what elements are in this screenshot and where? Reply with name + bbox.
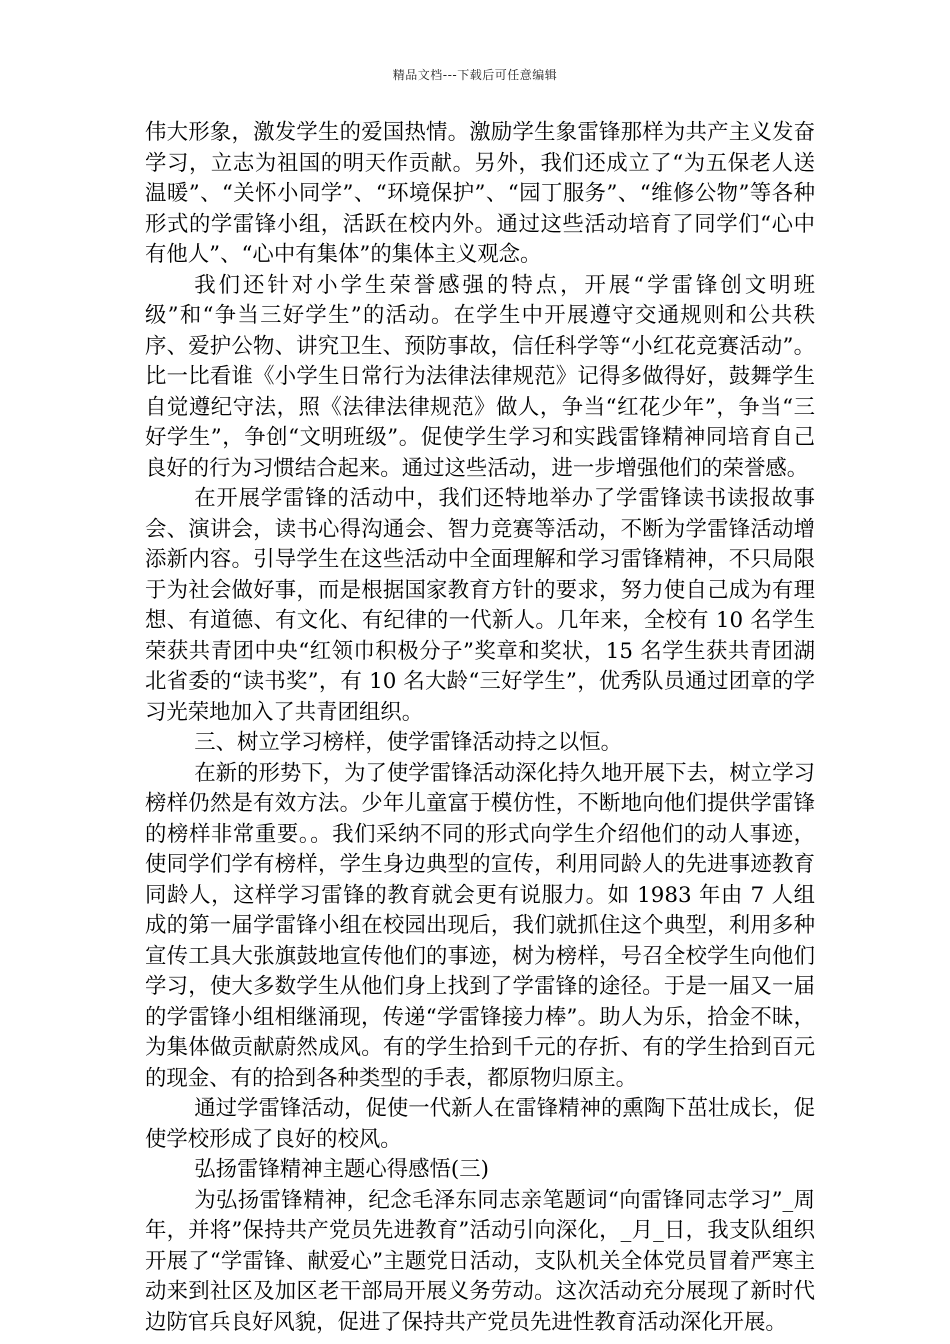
section-heading-3: 三、树立学习榜样，使学雷锋活动持之以恒。 [194, 730, 623, 755]
paragraph-3: 在开展学雷锋的活动中，我们还特地举办了学雷锋读书读报故事会、演讲会，读书心得沟通会、智力竞赛等活动，不断为学雷锋活动增添新内容。引导学生在这些活动中全面理解和学习雷锋精神，不只局限于为社会做好事，而是根据国家教育方针的要求，努力使自己成为有理想、有道德、有文化、有纪律的一代新人。几年来，全校有 10 名学生荣获共青团中央“红领巾积极分子”奖章和奖状，15 名学生获共青团湖北省委的“读书奖”，有 10 名大龄“三好学生”，优秀队员通过团章的学习光荣地加入了共青团组织。 [145, 486, 815, 725]
document-body [145, 118, 815, 1338]
paragraph-1: 伟大形象，激发学生的爱国热情。激励学生象雷锋那样为共产主义发奋学习，立志为祖国的明天作贡献。另外，我们还成立了“为五保老人送温暖”、“关怀小同学”、“环境保护”、“园丁服务”、“维修公物”等各种形式的学雷锋小组，活跃在校内外。通过这些活动培育了同学们“心中有他人”、“心中有集体”的集体主义观念。 [145, 120, 815, 267]
paragraph-5: 通过学雷锋活动，促使一代新人在雷锋精神的熏陶下茁壮成长，促使学校形成了良好的校风。 [145, 1096, 815, 1152]
paragraph-2: 我们还针对小学生荣誉感强的特点，开展“学雷锋创文明班级”和“争当三好学生”的活动。在学生中开展遵守交通规则和公共秩序、爱护公物、讲究卫生、预防事故，信任科学等“小红花竞赛活动”。比一比看谁《小学生日常行为法律法律规范》记得多做得好，鼓舞学生自觉遵纪守法，照《法律法律规范》做人，争当“红花少年”，争当“三好学生”，争创“文明班级”。促使学生学习和实践雷锋精神同培育自己良好的行为习惯结合起来。通过这些活动，进一步增强他们的荣誉感。 [145, 272, 815, 481]
paragraph-6: 为弘扬雷锋精神，纪念毛泽东同志亲笔题词“向雷锋同志学习”_周年，并将”保持共产党员先进教育”活动引向深化，_月_日，我支队组织开展了“学雷锋、献爱心”主题党日活动，支队机关全体党员冒着严寒主动来到社区及加区老干部局开展义务劳动。这次活动充分展现了新时代边防官兵良好风貌，促进了保持共产党员先进性教育活动深化开展。 [145, 1187, 815, 1335]
page-header: 精品文档---下载后可任意编辑 [392, 68, 558, 82]
article-title: 弘扬雷锋精神主题心得感悟(三) [194, 1157, 489, 1182]
paragraph-4: 在新的形势下，为了使学雷锋活动深化持久地开展下去，树立学习榜样仍然是有效方法。少年儿童富于模仿性，不断地向他们提供学雷锋的榜样非常重要。。我们采纳不同的形式向学生介绍他们的动人事迹，使同学们学有榜样，学生身边典型的宣传，利用同龄人的先进事迹教育同龄人，这样学习雷锋的教育就会更有说服力。如 1983 年由 7 人组成的第一届学雷锋小组在校园出现后，我们就抓住这个典型，利用多种宣传工具大张旗鼓地宣传他们的事迹，树为榜样，号召全校学生向他们学习，使大多数学生从他们身上找到了学雷锋的途径。于是一届又一届的学雷锋小组相继涌现，传递“学雷锋接力棒”。助人为乐，拾金不昧，为集体做贡献蔚然成风。有的学生拾到千元的存折、有的学生拾到百元的现金、有的拾到各种类型的手表，都原物归原主。 [145, 760, 815, 1091]
